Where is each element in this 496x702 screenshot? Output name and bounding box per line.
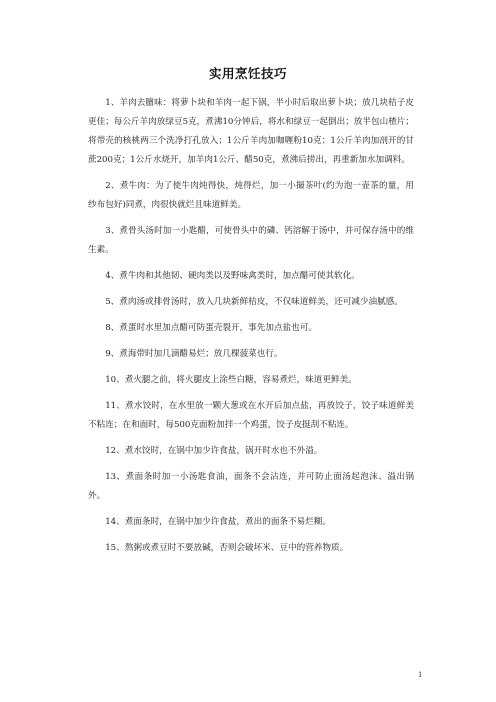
paragraph-text: 熬粥或煮豆时不要放碱，否则会破坏米、豆中的营养物质。 (124, 543, 349, 553)
paragraph-number: 10、 (105, 375, 125, 385)
paragraph-number: 13、 (105, 472, 126, 482)
paragraph-1 (88, 94, 414, 170)
paragraph-number: 1、 (105, 98, 120, 108)
paragraph-13 (88, 468, 414, 506)
paragraph-number: 2、 (105, 181, 120, 191)
paragraph-number: 11、 (105, 401, 126, 411)
paragraph-5 (88, 293, 414, 312)
paragraph-text: 煮牛肉：为了使牛肉炖得快，炖得烂，加一小撮茶叶(约为泡一壶茶的量，用纱布包好)同煮，肉很快就烂且味道鲜美。 (88, 181, 415, 210)
paragraph-text: 煮火腿之前，将火腿皮上涂些白糖，容易煮烂，味道更鲜美。 (124, 375, 357, 385)
paragraph-text: 煮蛋时水里加点醋可防蛋壳裂开，事先加点盐也可。 (119, 323, 317, 333)
paragraph-3 (88, 222, 414, 260)
paragraph-text: 煮面条时，在锅中加少许食盐，煮出的面条不易烂糊。 (124, 517, 331, 527)
paragraph-4 (88, 267, 414, 286)
paragraph-number: 8、 (105, 323, 120, 333)
paragraph-number: 4、 (105, 271, 120, 281)
document-body (88, 94, 414, 565)
paragraph-text: 煮牛肉和其他韧、硬肉类以及野味禽类时，加点醋可使其软化。 (119, 271, 360, 281)
paragraph-number: 9、 (105, 349, 120, 359)
paragraph-number: 15、 (105, 543, 125, 553)
paragraph-number: 3、 (105, 226, 120, 236)
paragraph-text: 煮骨头汤时加一小匙醋，可使骨头中的磷、钙溶解于汤中，并可保存汤中的维生素。 (88, 226, 414, 255)
document-title: 实用烹饪技巧 (208, 66, 287, 81)
paragraph-12 (88, 442, 414, 461)
paragraph-number: 5、 (105, 297, 120, 307)
paragraph-2 (88, 177, 414, 215)
paragraph-text: 羊肉去膻味：将萝卜块和羊肉一起下锅，半小时后取出萝卜块；放几块桔子皮更佳；每公斤羊肉放绿豆5克，煮沸10分钟后，将水和绿豆一起倒出；放半包山楂片；将带壳的核桃两三个洗净打孔放入；1公斤羊肉加咖喱粉10克；1公斤羊肉加剖开的甘蔗200克；1公斤水烧开，加羊肉1公斤、醋50克，煮沸后捞出，再重新加水加调料。 (88, 98, 414, 165)
paragraph-text: 煮面条时加一小汤匙食油，面条不会沾连，并可防止面汤起泡沫、溢出锅外。 (88, 472, 414, 501)
paragraph-number: 12、 (105, 446, 125, 456)
paragraph-11 (88, 397, 414, 435)
paragraph-15 (88, 539, 414, 558)
paragraph-14 (88, 513, 414, 532)
paragraph-number: 14、 (105, 517, 125, 527)
paragraph-10 (88, 371, 414, 390)
paragraph-text: 煮水饺时，在水里放一颗大葱或在水开后加点盐，再放饺子，饺子味道鲜美不粘连；在和面时，每500克面粉加拌一个鸡蛋，饺子皮挺刮不粘连。 (88, 401, 414, 430)
paragraph-text: 煮水饺时，在锅中加少许食盐，锅开时水也不外溢。 (124, 446, 323, 456)
paragraph-text: 煮海带时加几滴醋易烂；放几棵菠菜也行。 (119, 349, 283, 359)
paragraph-9 (88, 345, 414, 364)
page-number: 1 (418, 671, 423, 679)
paragraph-text: 煮肉汤或排骨汤时，放入几块新鲜桔皮，不仅味道鲜美，还可减少油腻感。 (119, 297, 403, 307)
paragraph-8 (88, 319, 414, 338)
